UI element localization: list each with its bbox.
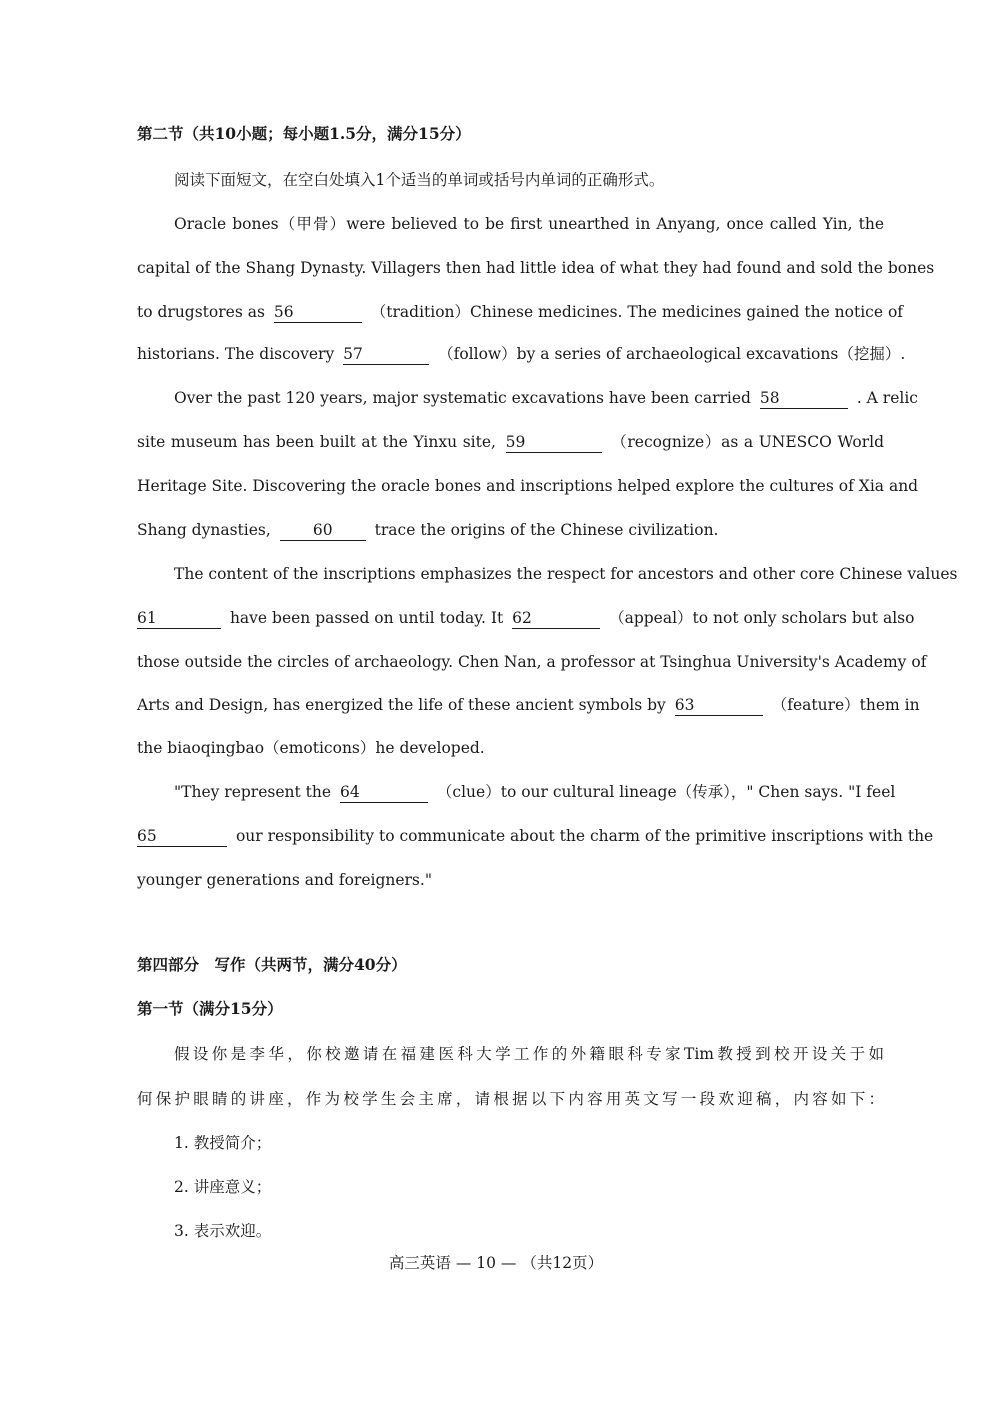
passage-line: 61 have been passed on until today. It 62 （appeal）to not only scholars but also	[137, 609, 915, 627]
part4-section1-heading: 第一节（满分15分）	[137, 999, 283, 1018]
blank-57[interactable]: 57	[343, 344, 429, 365]
writing-item: 1. 教授简介；	[174, 1134, 272, 1152]
passage-line: to drugstores as 56 （tradition）Chinese medicines. The medicines gained the notice of	[137, 303, 904, 321]
blank-63[interactable]: 63	[675, 695, 763, 716]
passage-line: historians. The discovery 57 （follow）by a series of archaeological excavations（挖掘）.	[137, 345, 906, 363]
passage-line: the biaoqingbao（emoticons）he developed.	[137, 739, 485, 757]
writing-item: 3. 表示欢迎。	[174, 1222, 272, 1240]
passage-line: Oracle bones（甲骨）were believed to be first unearthed in Anyang, once called Yin, the	[174, 215, 884, 233]
blank-61[interactable]: 61	[137, 608, 221, 629]
passage-line: Over the past 120 years, major systematic excavations have been carried 58 . A relic	[174, 389, 918, 407]
blank-60[interactable]: 60	[280, 520, 366, 541]
part4-heading: 第四部分 写作（共两节，满分40分）	[137, 955, 407, 974]
passage-line: capital of the Shang Dynasty. Villagers then had little idea of what they had found and sold the bones	[137, 259, 935, 277]
blank-65[interactable]: 65	[137, 826, 227, 847]
writing-prompt: 假设你是李华，你校邀请在福建医科大学工作的外籍眼科专家Tim教授到校开设关于如	[174, 1045, 884, 1063]
passage-line: those outside the circles of archaeology. Chen Nan, a professor at Tsinghua University's Academy of	[137, 653, 927, 671]
section2-instruction: 阅读下面短文，在空白处填入1个适当的单词或括号内单词的正确形式。	[174, 171, 665, 189]
writing-item: 2. 讲座意义；	[174, 1178, 272, 1196]
passage-line: Arts and Design, has energized the life of these ancient symbols by 63 （feature）them in	[137, 696, 920, 714]
passage-line: Heritage Site. Discovering the oracle bones and inscriptions helped explore the cultures of Xia and	[137, 477, 919, 495]
blank-62[interactable]: 62	[512, 608, 600, 629]
passage-line: "They represent the 64 （clue）to our cultural lineage（传承），" Chen says. "I feel	[174, 783, 896, 801]
passage-line: younger generations and foreigners."	[137, 871, 432, 889]
section2-heading: 第二节（共10小题；每小题1.5分，满分15分）	[137, 124, 471, 143]
blank-56[interactable]: 56	[274, 302, 362, 323]
passage-line: 65 our responsibility to communicate about the charm of the primitive inscriptions with the	[137, 827, 934, 845]
blank-59[interactable]: 59	[506, 432, 602, 453]
blank-64[interactable]: 64	[340, 782, 428, 803]
passage-line: The content of the inscriptions emphasizes the respect for ancestors and other core Chinese values	[174, 565, 958, 583]
writing-prompt: 何保护眼睛的讲座，作为校学生会主席，请根据以下内容用英文写一段欢迎稿，内容如下：	[137, 1090, 884, 1108]
passage-line: Shang dynasties, 60 trace the origins of the Chinese civilization.	[137, 521, 719, 539]
passage-line: site museum has been built at the Yinxu site, 59 （recognize）as a UNESCO World	[137, 433, 884, 451]
page-footer: 高三英语 — 10 — （共12页）	[388, 1254, 604, 1272]
blank-58[interactable]: 58	[760, 388, 848, 409]
